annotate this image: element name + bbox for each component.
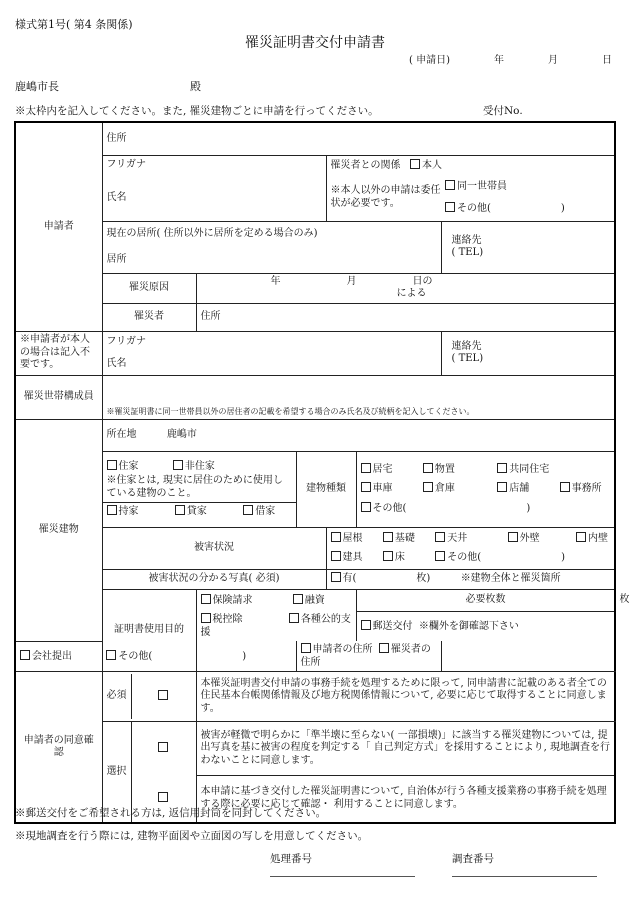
application-form bbox=[14, 121, 630, 824]
applicant-name-label: 氏名 bbox=[106, 191, 127, 203]
purpose-support-checkbox[interactable] bbox=[289, 613, 299, 623]
damage-label: 被害状況 bbox=[102, 527, 326, 569]
type-apartment-checkbox[interactable] bbox=[497, 463, 507, 473]
processing-number-label: 処理番号 bbox=[270, 853, 312, 865]
damage-roof-checkbox[interactable] bbox=[331, 532, 341, 542]
consent-required-checkbox[interactable] bbox=[158, 690, 168, 700]
building-label: 罹災建物 bbox=[15, 419, 102, 641]
victim-furigana-label: フリガナ bbox=[106, 335, 146, 347]
cause-month: 月 bbox=[346, 275, 357, 287]
date-day: 日 bbox=[602, 55, 612, 66]
relation-label: 罹災者との関係 bbox=[330, 159, 401, 171]
date-year: 年 bbox=[494, 55, 504, 66]
residence-label: 居所 bbox=[106, 254, 127, 265]
consent-data-use-checkbox[interactable] bbox=[158, 792, 168, 802]
cause-field[interactable] bbox=[196, 273, 615, 303]
damage-exterior-wall-label: 外壁 bbox=[519, 532, 540, 544]
mail-checkbox[interactable] bbox=[361, 620, 371, 630]
damage-other-checkbox[interactable] bbox=[435, 551, 445, 561]
damage-floor-label: 床 bbox=[394, 552, 405, 563]
residence-heading: 現在の居所( 住所以外に居所を定める場合のみ) bbox=[106, 227, 318, 239]
purpose-tax-checkbox[interactable] bbox=[201, 613, 211, 623]
consent-required-text: 本罹災証明書交付申請の事務手続を処理するために限って, 同申請書に記載のある者全ての住民基本台帳関係情報及び地方税関係情報について, 必要に応じて取得することに同意します。 bbox=[196, 672, 615, 722]
type-shop-label: 店舗 bbox=[509, 483, 530, 495]
application-date bbox=[409, 55, 612, 67]
photo-label: 被害状況の分かる写真( 必須) bbox=[102, 569, 326, 589]
household-label: 罹災世帯構成員 bbox=[15, 375, 102, 419]
type-warehouse-checkbox[interactable] bbox=[423, 482, 433, 492]
victim-note: ※申請者が本人の場合は記入不要です。 bbox=[15, 331, 102, 375]
consent-optional-text-1: 被害が軽微で明らかに「準半壊に至らない( 一部損壊)」に該当する罹災建物については, 提出写真を基に被害の程度を判定する「 自己判定方式」を採用することにより, 現地調査を行わないことに同意します。 bbox=[196, 722, 615, 776]
instruction-note: ※太枠内を記入してください。また, 罹災建物ごとに申請を行ってください。 bbox=[15, 105, 379, 117]
damage-foundation-checkbox[interactable] bbox=[383, 532, 393, 542]
applicant-contact-label: 連絡先 bbox=[451, 234, 482, 246]
relation-self-label: 本人 bbox=[422, 159, 443, 171]
copies-unit: 枚 bbox=[619, 593, 630, 605]
photo-have-label: 有( 枚) bbox=[342, 573, 431, 585]
applicant-address-label: 住所 bbox=[106, 132, 127, 144]
owned-checkbox[interactable] bbox=[107, 505, 117, 515]
house-note: ※住家とは, 現実に居住のために使用している建物のこと。 bbox=[106, 475, 283, 499]
location-label: 所在地 bbox=[106, 428, 137, 440]
relation-note: ※本人以外の申請は委任状が必要です。 bbox=[326, 175, 441, 221]
mail-label: 郵送交付 bbox=[372, 620, 413, 632]
damage-fittings-checkbox[interactable] bbox=[331, 551, 341, 561]
purpose-insurance-checkbox[interactable] bbox=[201, 594, 211, 604]
mail-destination-row bbox=[296, 641, 441, 672]
purpose-other-label: その他( ) bbox=[118, 650, 247, 662]
household-note: ※罹災証明書に同一世帯員以外の居住者の記載を希望する場合のみ氏名及び続柄を記入してください。 bbox=[106, 406, 475, 416]
leased-checkbox[interactable] bbox=[243, 505, 253, 515]
receipt-number-label: 受付No. bbox=[483, 105, 523, 117]
relation-other-label: その他( ) bbox=[457, 202, 565, 214]
consent-self-assessment-checkbox[interactable] bbox=[158, 742, 168, 752]
purpose-loan-checkbox[interactable] bbox=[293, 594, 303, 604]
purpose-tax-label: 税控除 bbox=[212, 614, 243, 625]
type-other-label: その他( ) bbox=[372, 502, 531, 514]
type-office-checkbox[interactable] bbox=[560, 482, 570, 492]
house-checkbox[interactable] bbox=[107, 460, 117, 470]
purpose-row-2 bbox=[196, 611, 356, 641]
applicant-furigana-field[interactable] bbox=[102, 155, 326, 175]
cause-label: 罹災原因 bbox=[102, 273, 196, 303]
consent-optional-text-2: 本申請に基づき交付した罹災証明書について, 自治体が行う各種支援業務の事務手続を処理する際に必要に応じて確認・ 利用することに同意します。 bbox=[196, 775, 615, 823]
building-type-label: 建物種類 bbox=[296, 451, 356, 527]
rented-label: 貸家 bbox=[186, 506, 207, 517]
damage-ceiling-checkbox[interactable] bbox=[435, 532, 445, 542]
damage-interior-wall-checkbox[interactable] bbox=[576, 532, 586, 542]
cause-year: 年 bbox=[270, 275, 281, 287]
victim-address-label: 住所 bbox=[200, 310, 221, 322]
type-warehouse-label: 倉庫 bbox=[434, 483, 455, 495]
applicant-furigana-label: フリガナ bbox=[106, 159, 146, 170]
household-field[interactable] bbox=[102, 375, 615, 419]
damage-fittings-label: 建具 bbox=[342, 552, 363, 563]
photo-have-checkbox[interactable] bbox=[331, 572, 341, 582]
damage-options bbox=[326, 527, 615, 569]
form-number: 様式第1号( 第4 条関係) bbox=[15, 18, 133, 31]
relation-other-checkbox[interactable] bbox=[445, 202, 455, 212]
purpose-insurance-label: 保険請求 bbox=[212, 594, 253, 606]
date-label: ( 申請日) bbox=[409, 55, 450, 66]
location-value: 鹿嶋市 bbox=[166, 428, 197, 440]
rented-checkbox[interactable] bbox=[175, 505, 185, 515]
relation-household-label: 同一世帯員 bbox=[457, 181, 507, 193]
applicant-section-label: 申請者 bbox=[15, 122, 102, 331]
type-residence-checkbox[interactable] bbox=[361, 463, 371, 473]
purpose-other-checkbox[interactable] bbox=[106, 650, 116, 660]
damage-roof-label: 屋根 bbox=[342, 532, 363, 544]
survey-number-label: 調査番号 bbox=[452, 853, 494, 865]
applicant-address-field[interactable] bbox=[102, 122, 615, 155]
copies-label: 必要枚数 bbox=[356, 589, 615, 611]
type-storage-checkbox[interactable] bbox=[423, 463, 433, 473]
victim-name-label: 氏名 bbox=[106, 358, 127, 369]
mail-applicant-checkbox[interactable] bbox=[301, 643, 311, 653]
type-residence-label: 居宅 bbox=[372, 463, 393, 475]
relation-self-checkbox[interactable] bbox=[410, 159, 420, 169]
cause-by: による bbox=[396, 288, 427, 299]
mail-victim-checkbox[interactable] bbox=[379, 643, 389, 653]
photo-note: ※建物全体と罹災箇所 bbox=[460, 573, 561, 585]
residence-field[interactable] bbox=[102, 221, 441, 273]
relation-row bbox=[326, 155, 615, 175]
house-type-group bbox=[102, 451, 296, 527]
consent-required-label: 必須 bbox=[102, 672, 196, 722]
damage-exterior-wall-checkbox[interactable] bbox=[508, 532, 518, 542]
building-type-options bbox=[356, 451, 615, 527]
applicant-contact-field[interactable] bbox=[441, 221, 615, 273]
photo-options bbox=[326, 569, 615, 589]
damage-foundation-label: 基礎 bbox=[394, 532, 415, 544]
victim-contact-label: 連絡先 bbox=[451, 340, 482, 352]
damage-interior-wall-label: 内壁 bbox=[588, 532, 608, 544]
type-garage-checkbox[interactable] bbox=[361, 482, 371, 492]
mail-row bbox=[356, 611, 615, 641]
purpose-label: 証明書使用目的 bbox=[102, 589, 196, 672]
survey-number-field[interactable] bbox=[452, 853, 597, 877]
consent-label: 申請者の同意確認 bbox=[15, 672, 102, 824]
relation-options bbox=[441, 175, 615, 221]
house-label: 住家 bbox=[118, 460, 139, 472]
leased-label: 借家 bbox=[255, 506, 276, 517]
type-shop-checkbox[interactable] bbox=[497, 482, 507, 492]
damage-ceiling-label: 天井 bbox=[447, 532, 468, 544]
processing-number-field[interactable] bbox=[270, 853, 415, 877]
victim-tel-label: ( TEL) bbox=[451, 353, 484, 364]
purpose-company-label: 会社提出 bbox=[32, 650, 72, 662]
mail-applicant-label: 申請者の住所 bbox=[312, 644, 373, 655]
type-apartment-label: 共同住宅 bbox=[509, 463, 550, 475]
damage-floor-checkbox[interactable] bbox=[383, 551, 393, 561]
non-house-checkbox[interactable] bbox=[173, 460, 183, 470]
purpose-company-checkbox[interactable] bbox=[20, 650, 30, 660]
owned-label: 持家 bbox=[118, 506, 139, 517]
type-other-checkbox[interactable] bbox=[361, 502, 371, 512]
purpose-loan-label: 融資 bbox=[304, 594, 325, 606]
footer-note-survey: ※現地調査を行う際には, 建物平面図や立面図の写しを用意してください。 bbox=[15, 830, 369, 842]
mail-note: ※欄外を御確認下さい bbox=[418, 620, 519, 632]
honorific: 殿 bbox=[190, 80, 201, 93]
footer-note-mail: ※郵送交付をご希望される方は, 返信用封筒を同封してください。 bbox=[15, 807, 327, 819]
relation-household-checkbox[interactable] bbox=[445, 180, 455, 190]
non-house-label: 非住家 bbox=[184, 460, 215, 472]
type-office-label: 事務所 bbox=[571, 483, 602, 495]
applicant-tel-label: ( TEL) bbox=[451, 247, 484, 258]
date-month: 月 bbox=[548, 55, 558, 66]
purpose-row-1 bbox=[196, 589, 356, 611]
applicant-name-field[interactable] bbox=[102, 175, 326, 221]
consent-optional-label: 選択 bbox=[102, 722, 196, 824]
victim-name-field[interactable] bbox=[102, 331, 441, 375]
purpose-support-label: 各種公的支援 bbox=[200, 614, 351, 638]
page-title: 罹災証明書交付申請書 bbox=[245, 35, 385, 51]
victim-label: 罹災者 bbox=[102, 303, 196, 331]
damage-other-label: その他( ) bbox=[447, 552, 566, 563]
mail-victim-label: 罹災者の住所 bbox=[300, 644, 431, 668]
victim-contact-field[interactable] bbox=[441, 331, 615, 375]
addressee: 鹿嶋市長 bbox=[15, 80, 59, 93]
purpose-row-3 bbox=[15, 641, 296, 672]
building-location-field[interactable] bbox=[102, 419, 615, 451]
cause-day: 日の bbox=[412, 275, 433, 287]
type-garage-label: 車庫 bbox=[372, 483, 393, 495]
victim-address-field[interactable] bbox=[196, 303, 615, 331]
type-storage-label: 物置 bbox=[434, 463, 455, 475]
